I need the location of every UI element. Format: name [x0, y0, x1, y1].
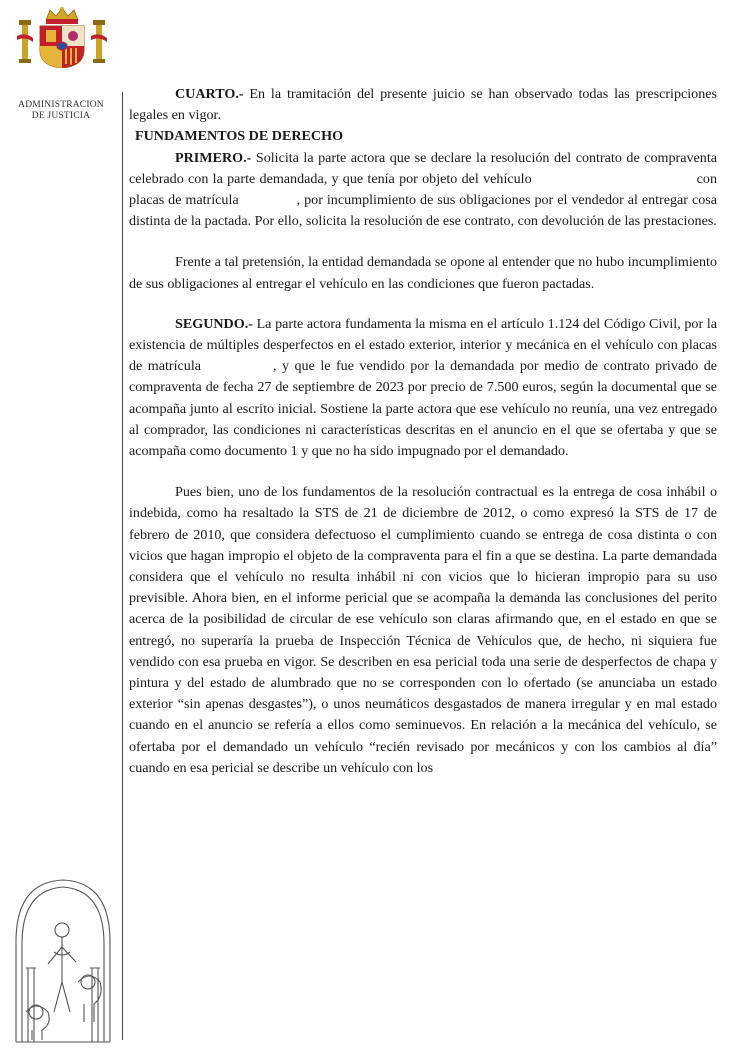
section-title: FUNDAMENTOS DE DERECHO: [135, 128, 344, 145]
spain-coat-of-arms-icon: [14, 6, 110, 68]
org-label: [6, 100, 116, 122]
paragraph-cuarto: [129, 84, 717, 126]
paragraph-frente: Frente a tal pretensión, la entidad demandada se opone al entender que no hubo incumplimiento de sus obligaciones al entregar el vehículo en las condiciones que fueron pactadas.: [129, 254, 717, 292]
andalucia-hercules-lions-emblem-icon: [8, 872, 118, 1048]
paragraph-pues: Pues bien, uno de los fundamentos de la resolución contractual es la entrega de cosa inhábil o indebida, como ha resaltado la STS de 21 de diciembre de 2012, o como expresó la STS de 17 de febrero de 2010, que considera defectuoso el cumplimiento cuando se entrega de cosa distinta o con vicios que hagan impropio el objeto de la compraventa para el fin a que se destina. La parte demandada considera que el vehículo no resulta inhábil ni con vicios que lo hicieran impropio para su uso previsible. Ahora bien, en el informe pericial que se acompaña la demanda las conclusiones del perito acerca de la posibilidad de circular de ese vehículo son claras afirmando que, en el estado en que se entregó, no superaría la prueba de Inspección Técnica de Vehículos que, de hecho, ni siquiera fue vendido con esa prueba en vigor. Se describen en esa pericial toda una serie de desperfectos de chapa y pintura y del estado de alumbrado que no se corresponden con lo ofertado (se anunciaba un estado exterior “sin apenas desgastes”), o unos neumáticos desgastados de manera irregular y en mal estado cuando en el anuncio se refería a ellos como seminuevos. En relación a la mecánica del vehículo, se ofertaba por el demandado un vehículo “recién revisado por mecánicos y con los cambios al día” cuando en esa pericial se describe un vehículo con los: [129, 484, 717, 776]
paragraph-text: En la tramitación del presente juicio se han observado todas las prescripciones legales en vigor.: [129, 86, 717, 124]
paragraph-text: , por incumplimiento de sus obligaciones por el vendedor al entregar cosa distinta de la pactada. Por ello, solicita la resolución de ese contrato, con devolución de las prestaciones.: [129, 192, 717, 230]
paragraph-text: Solicita la parte actora que se declare la resolución del contrato de compraventa celebrado con la parte demandada, y que tenía por objeto del vehículo: [129, 149, 717, 187]
org-line-1: ADMINISTRACION: [18, 100, 104, 110]
paragraph-lead: CUARTO.-: [175, 86, 244, 102]
paragraph-lead: SEGUNDO.-: [175, 315, 253, 332]
margin-rule: [122, 92, 123, 1040]
document-body: [129, 84, 717, 779]
paragraph-text: La parte actora fundamenta la misma en el artículo 1.124 del Código Civil, por la existencia de múltiples desperfectos en el estado exterior, interior y mecánica en el vehículo con placas de matrícula: [129, 315, 717, 375]
paragraph-primero: [129, 148, 717, 233]
org-line-2: DE JUSTICIA: [31, 111, 91, 121]
paragraph-segundo: [129, 314, 717, 462]
paragraph-text: con placas de matrícula: [129, 170, 717, 209]
paragraph-lead: PRIMERO.-: [175, 149, 252, 166]
paragraph-text: , y que le fue vendido por la demandada por medio de contrato privado de compraventa de fecha 27 de septiembre de 2023 por precio de 7.500 euros, según la documental que se acompaña junto al escrito inicial. Sostiene la parte actora que ese vehículo no reunía, una vez entregado al comprador, las condiciones ni características descritas en el anuncio en el que se ofertaba y que se acompaña como documento 1 y que no ha sido impugnado por el demandado.: [129, 358, 717, 460]
